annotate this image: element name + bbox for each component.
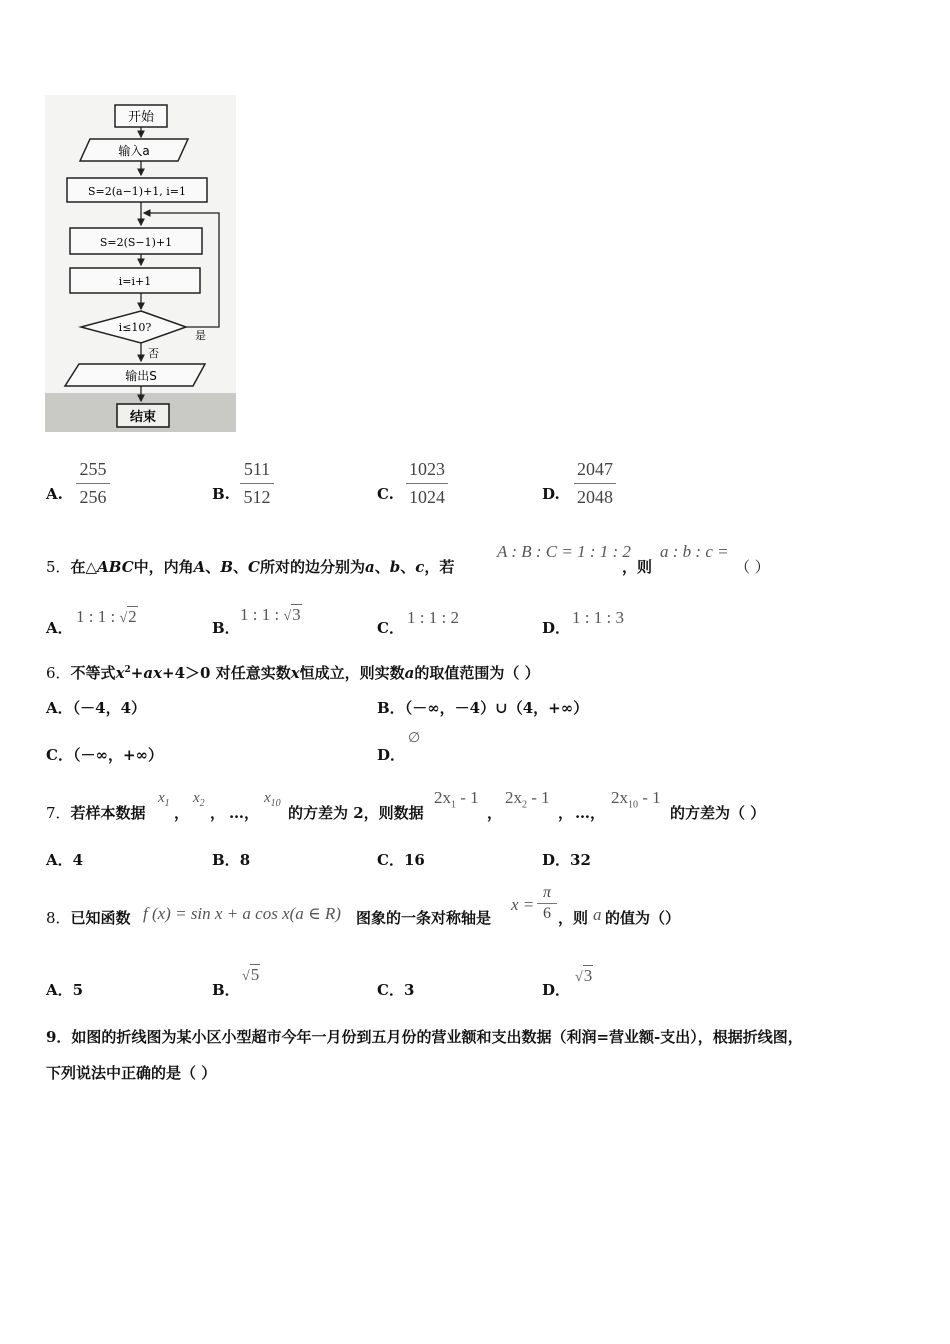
q6-text: 不等式	[70, 664, 116, 682]
q5-var: b	[389, 558, 401, 576]
q7-text: 的方差为 2，则数据	[288, 804, 424, 822]
q4-option-a-letter: A.	[46, 485, 63, 503]
q7-comma: ，	[558, 804, 574, 822]
q8-option-d-letter: D．	[542, 981, 571, 999]
flow-update-text: S=2(S−1)+1	[99, 236, 173, 249]
q8-number: 8．	[46, 909, 71, 927]
q7-y2: $2x_2 - 1$	[505, 788, 550, 811]
flow-input-text: 输入a	[118, 144, 150, 158]
q8-option-b: √5	[242, 965, 260, 984]
q9-line1: 9．如图的折线图为某小区小型超市今年一月份到五月份的营业额和支出数据（利润=营业额-支出），根据折线图，	[46, 1028, 803, 1046]
q5-var: c	[415, 558, 425, 576]
flow-end-text: 结束	[129, 410, 157, 425]
q5-text: 在△	[70, 558, 98, 576]
q6-exponent: 2	[124, 665, 131, 675]
q6-text: +4＞0 对任意实数	[162, 664, 291, 682]
flow-no-label: 否	[148, 347, 159, 360]
q8-option-c: C．3	[377, 981, 415, 999]
q5-var: a	[364, 558, 375, 576]
q4-option-c	[406, 459, 448, 508]
q7-option-b: B．8	[212, 851, 251, 869]
q6-var: a	[404, 664, 415, 682]
q7-x2: $x_2$	[193, 790, 205, 809]
flow-condition-text: i≤10?	[118, 321, 152, 334]
q5-option-b-letter: B．	[212, 619, 240, 637]
q4-option-b-letter: B.	[212, 485, 230, 503]
q8-text: ，则	[558, 909, 589, 927]
q5-text: ，若	[424, 558, 455, 576]
q6-option-d-letter: D．	[377, 746, 406, 764]
q4-option-d-num: 2047	[577, 459, 613, 479]
q9-line2: 下列说法中正确的是（ ）	[46, 1064, 217, 1082]
q7-text: 若样本数据	[70, 804, 146, 822]
q8-axis-den: 6	[543, 905, 551, 922]
q8-option-b-letter: B．	[212, 981, 240, 999]
q8-axis-lhs: x =	[511, 895, 535, 914]
q5-ratio-math: a : b : c =	[660, 542, 729, 561]
q5-option-c: 1 : 1 : 2	[407, 608, 459, 627]
q6-text: +	[130, 664, 144, 682]
q7-ellipsis: …，	[229, 804, 260, 822]
q5-number: 5．	[46, 558, 71, 576]
q8-axis-fraction	[537, 884, 557, 923]
q5-sep: 、	[400, 558, 416, 576]
q8-text: 已知函数	[70, 909, 131, 927]
q4-option-d	[574, 459, 616, 508]
q6-var: ax	[143, 664, 163, 682]
q5-text: 中，内角	[133, 558, 194, 576]
q5-paren: （ ）	[735, 558, 770, 576]
q6-text: 的取值范围为（ ）	[414, 664, 540, 682]
q5-sep: 、	[374, 558, 390, 576]
flow-start-text: 开始	[127, 110, 155, 125]
q6-option-a: A．（－4，4）	[46, 699, 147, 717]
q7-number: 7．	[46, 804, 71, 822]
q4-option-a-num: 255	[79, 459, 107, 479]
q5-var: B	[220, 558, 233, 576]
q6-var: x	[290, 664, 300, 682]
q7-y10: $2x_{10} - 1$	[611, 788, 661, 811]
flowchart-figure	[45, 95, 236, 432]
q7-option-d: D．32	[542, 851, 591, 869]
q7-y1: $2x_1 - 1$	[434, 788, 479, 811]
q5-option-b: 1 : 1 : √3	[240, 605, 301, 624]
q7-stem-start	[46, 802, 146, 823]
q8-text: 的值为（）	[605, 909, 681, 927]
q5-text: 所对的边分别为	[259, 558, 365, 576]
q6-option-b: B．（－∞，－4）∪（4，+∞）	[377, 699, 589, 717]
q5-var: A	[193, 558, 206, 576]
q4-option-d-letter: D.	[542, 485, 560, 503]
q4-option-b-den: 512	[243, 487, 271, 507]
q8-stem-start	[46, 907, 131, 928]
flow-yes-label: 是	[195, 329, 206, 342]
q7-option-c: C．16	[377, 851, 425, 869]
q6-option-d: ∅	[408, 731, 421, 746]
q8-option-a: A．5	[46, 981, 84, 999]
flow-increment-text: i=i+1	[118, 275, 152, 288]
q8-option-d: √3	[575, 966, 593, 985]
q6-var: x	[115, 664, 125, 682]
q8-axis-num: π	[542, 884, 551, 901]
q7-option-a: A．4	[46, 851, 84, 869]
q5-option-c-letter: C．	[377, 619, 404, 637]
q4-option-c-den: 1024	[409, 487, 445, 507]
flow-output-text: 输出S	[125, 369, 157, 383]
q6-stem	[46, 662, 540, 683]
q6-option-c: C．（－∞，+∞）	[46, 746, 164, 764]
q7-comma: ，	[210, 804, 226, 822]
q7-x10: $x_{10}$	[264, 790, 281, 809]
q5-sep: 、	[205, 558, 221, 576]
flow-init-text: S=2(a−1)+1, i=1	[87, 185, 187, 198]
q7-comma: ，	[174, 804, 190, 822]
q5-var: C	[248, 558, 260, 576]
q5-option-a-letter: A．	[46, 619, 73, 637]
q4-option-b-num: 511	[243, 459, 271, 479]
q7-x1: $x_1$	[158, 790, 170, 809]
q5-condition-math: A : B : C = 1 : 1 : 2	[497, 542, 631, 561]
q5-sep: 、	[233, 558, 249, 576]
q5-text: ，则	[622, 558, 653, 576]
q5-option-d: 1 : 1 : 3	[572, 608, 624, 627]
q6-text: 恒成立，则实数	[299, 664, 405, 682]
q8-var: a	[593, 905, 602, 924]
q4-option-a	[76, 459, 110, 508]
q7-text: 的方差为（ ）	[670, 804, 766, 822]
q4-option-a-den: 256	[79, 487, 107, 507]
q4-option-c-num: 1023	[409, 459, 445, 479]
q5-stem	[46, 556, 454, 577]
q7-ellipsis: …，	[575, 804, 606, 822]
q7-comma: ，	[487, 804, 503, 822]
q8-text: 图象的一条对称轴是	[356, 909, 492, 927]
q4-option-c-letter: C.	[377, 485, 394, 503]
q5-triangle: ABC	[97, 558, 134, 576]
q8-function-math: f (x) = sin x + a cos x(a ∈ R)	[143, 904, 341, 923]
q5-option-a: 1 : 1 : √2	[76, 607, 137, 626]
q4-option-b	[240, 459, 274, 508]
q6-number: 6．	[46, 664, 71, 682]
q5-option-d-letter: D．	[542, 619, 571, 637]
q4-option-d-den: 2048	[577, 487, 613, 507]
